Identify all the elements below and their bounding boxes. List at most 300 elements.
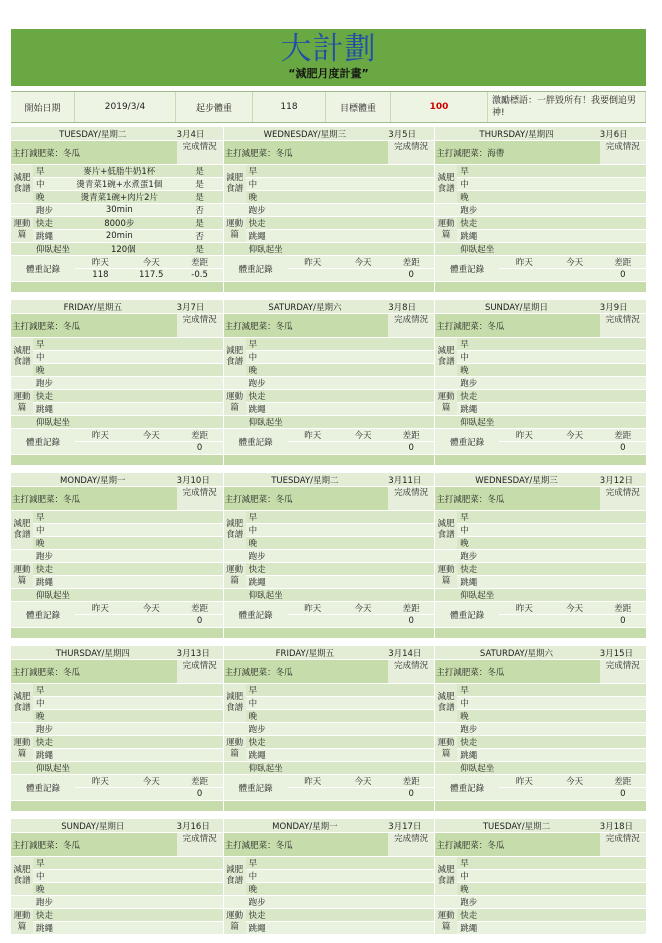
exercise-label: 跳繩 [248,924,266,934]
day-card [223,300,435,465]
meal-label: 晚 [460,712,469,722]
main-dish-row [435,487,646,511]
meal-done[interactable]: 是 [195,193,204,203]
exercise-label: 快走 [36,911,54,921]
exercise-value[interactable]: 120個 [110,245,136,255]
status-header: 完成情況 [177,487,223,510]
main-dish-row [11,833,223,857]
exercise-row-run [11,550,223,563]
exercise-done[interactable]: 否 [195,232,204,242]
yesterday-value[interactable] [499,787,549,800]
today-value[interactable] [338,268,388,281]
meal-label: 晚 [36,539,45,549]
start-date-value[interactable]: 2019/3/4 [75,92,176,122]
diet-group [11,857,223,896]
day-date: 3月18日 [599,821,634,832]
main-dish-value[interactable]: 海帶 [487,148,505,159]
today-value[interactable] [549,441,599,454]
day-separator [11,628,223,638]
meal-label: 早 [460,859,469,869]
day-date: 3月4日 [176,129,205,140]
main-dish-label: 主打減肥菜： [224,494,276,505]
day-name: THURSDAY/星期四 [479,129,554,140]
today-value[interactable] [126,441,177,454]
diet-group [435,684,646,723]
yesterday-value[interactable] [75,441,126,454]
status-header: 完成情況 [177,660,223,683]
goal-weight-value[interactable]: 100 [391,92,488,122]
day-header [224,300,435,314]
meal-row-breakfast [33,511,223,524]
meal-row-lunch [33,178,223,191]
diff-value: 0 [388,787,434,800]
exercise-label: 跑步 [248,206,266,216]
main-dish-row [11,487,223,511]
today-value[interactable]: 117.5 [126,268,177,281]
exercise-row-situp [435,416,646,429]
exercise-row-rope [246,922,435,935]
status-header: 完成情況 [388,833,434,856]
diff-value: 0 [177,787,223,800]
exercise-row-situp [11,416,223,429]
diet-label: 減肥食譜 [435,684,457,723]
day-card [223,127,435,292]
day-header [11,819,223,833]
exercise-row-rope [33,230,223,243]
exercise-group [224,217,435,243]
weeks-grid [11,127,646,935]
meal-row-lunch [457,870,646,883]
diff-value: 0 [177,614,223,627]
today-value[interactable] [549,268,599,281]
meal-label: 早 [460,686,469,696]
exercise-label: 仰臥起坐 [248,245,283,255]
exercise-label: 快走 [248,219,266,229]
day-separator [224,282,435,292]
exercise-group-label: 運動篇 [224,563,246,589]
weight-label: 體重記錄 [25,783,60,794]
diet-group [224,857,435,896]
main-dish-value[interactable]: 冬瓜 [275,667,293,678]
exercise-label: 跑步 [460,206,478,216]
diet-group [224,165,435,204]
exercise-row-walk [457,563,646,576]
yesterday-label: 昨天 [304,777,322,787]
diet-group [435,511,646,550]
weight-record [224,775,435,801]
main-dish-label: 主打減肥菜： [436,840,488,851]
day-name: SUNDAY/星期日 [61,821,125,832]
today-label: 今天 [566,604,584,614]
diff-value: 0 [600,614,646,627]
diet-group [11,511,223,550]
meal-row-breakfast [246,857,435,870]
meal-done[interactable]: 是 [195,167,204,177]
exercise-label: 仰臥起坐 [36,764,71,774]
diff-label: 差距 [402,431,420,441]
meal-row-dinner [33,883,223,896]
meal-label: 早 [248,686,258,696]
diet-group [435,338,646,377]
exercise-label: 跑步 [36,379,54,389]
exercise-label: 快走 [36,738,54,748]
status-header: 完成情況 [600,487,646,510]
meal-label: 晚 [460,885,469,895]
exercise-group [435,736,646,762]
meal-label: 早 [36,513,45,523]
exercise-label: 跳繩 [248,405,266,415]
diff-label: 差距 [191,258,209,268]
diet-label: 減肥食譜 [224,684,246,723]
page-title: 大計劃 [280,31,377,67]
meal-value[interactable]: 麥片+低脂牛奶1杯 [83,167,156,177]
exercise-row-situp [224,762,435,775]
diet-group [224,684,435,723]
weight-label: 體重記錄 [450,783,485,794]
week-row [11,819,646,935]
exercise-label: 快走 [248,738,266,748]
status-header: 完成情況 [177,314,223,337]
exercise-row-run [11,896,223,909]
today-value[interactable] [126,787,177,800]
day-separator [435,282,646,292]
diet-group [11,165,223,204]
meal-row-lunch [457,697,646,710]
status-header: 完成情況 [388,660,434,683]
exercise-row-walk [33,909,223,922]
meal-value[interactable]: 燙青菜1碗+水煮蛋1個 [76,180,163,190]
main-dish-value[interactable]: 冬瓜 [275,148,293,159]
yesterday-label: 昨天 [91,258,109,268]
day-header [435,300,646,314]
meal-label: 中 [36,699,45,709]
exercise-row-run [11,723,223,736]
meal-done[interactable]: 是 [195,180,204,190]
meal-row-dinner [246,191,435,204]
diff-value: 0 [388,268,434,281]
yesterday-value[interactable] [75,614,126,627]
day-name: SUNDAY/星期日 [484,302,549,313]
exercise-group-label: 運動篇 [11,736,33,762]
meal-label: 中 [36,180,45,190]
main-dish-value[interactable]: 冬瓜 [63,840,81,851]
exercise-label: 跑步 [36,552,54,562]
diet-label: 減肥食譜 [11,684,33,723]
diet-label: 減肥食譜 [224,857,246,896]
meal-row-lunch [246,524,435,537]
meal-row-breakfast [457,165,646,178]
main-dish-row [435,833,646,857]
main-dish-value[interactable]: 冬瓜 [487,840,505,851]
exercise-group-label: 運動篇 [224,736,246,762]
exercise-row-situp [224,589,435,602]
day-name: FRIDAY/星期五 [275,648,335,659]
exercise-row-run [224,204,435,217]
meal-label: 晚 [248,193,258,203]
main-dish-label: 主打減肥菜： [12,148,64,159]
today-label: 今天 [566,431,584,441]
exercise-group-label: 運動篇 [435,217,457,243]
status-header: 完成情況 [388,487,434,510]
meal-row-lunch [33,697,223,710]
meal-label: 中 [36,526,45,536]
meal-value[interactable]: 燙青菜1碗+肉片2片 [80,193,159,203]
weight-label: 體重記錄 [25,610,60,621]
exercise-value[interactable]: 8000步 [104,219,135,229]
meal-label: 中 [36,872,45,882]
exercise-group [435,909,646,935]
yesterday-value[interactable] [288,441,338,454]
today-value[interactable] [338,787,388,800]
exercise-group [435,217,646,243]
meal-row-lunch [246,178,435,191]
exercise-label: 跑步 [36,898,54,908]
meal-row-dinner [457,191,646,204]
main-dish-value[interactable]: 冬瓜 [487,494,505,505]
exercise-label: 跑步 [460,552,478,562]
meal-row-breakfast [457,684,646,697]
day-separator [11,801,223,811]
exercise-row-situp [224,243,435,256]
diff-label: 差距 [191,431,209,441]
day-date: 3月15日 [599,648,634,659]
diff-value: -0.5 [177,268,223,281]
day-card [434,473,646,638]
exercise-group-label: 運動篇 [11,217,33,243]
exercise-label: 快走 [36,392,54,402]
exercise-label: 仰臥起坐 [460,764,495,774]
main-dish-value[interactable]: 冬瓜 [63,667,81,678]
exercise-label: 快走 [36,219,54,229]
meal-row-breakfast [457,511,646,524]
exercise-group [224,736,435,762]
meal-row-lunch [457,178,646,191]
exercise-row-situp [435,243,646,256]
status-header: 完成情況 [177,141,223,164]
exercise-row-rope [457,403,646,416]
main-dish-row [11,660,223,684]
yesterday-label: 昨天 [304,604,322,614]
exercise-row-run [224,377,435,390]
meal-row-breakfast [246,511,435,524]
day-name: WEDNESDAY/星期三 [475,475,558,486]
meal-label: 中 [460,353,469,363]
meal-row-dinner [246,883,435,896]
day-date: 3月7日 [176,302,205,313]
diet-label: 減肥食譜 [435,338,457,377]
exercise-label: 跑步 [460,379,478,389]
exercise-row-rope [246,749,435,762]
meal-row-breakfast [33,165,223,178]
main-dish-row [224,141,435,165]
exercise-group [435,563,646,589]
yesterday-value[interactable] [75,787,126,800]
meal-label: 中 [36,353,45,363]
initial-weight-label: 起步體重 [176,92,253,122]
exercise-label: 跳繩 [36,578,54,588]
status-header: 完成情況 [600,660,646,683]
day-header [435,819,646,833]
exercise-label: 跳繩 [248,232,266,242]
exercise-label: 仰臥起坐 [460,245,495,255]
exercise-row-run [224,550,435,563]
yesterday-value[interactable] [499,614,549,627]
diet-group [435,857,646,896]
meal-label: 晚 [460,366,469,376]
day-date: 3月11日 [388,475,422,486]
day-name: SATURDAY/星期六 [268,302,342,313]
day-card [11,127,223,292]
exercise-label: 仰臥起坐 [36,245,71,255]
diff-label: 差距 [191,604,209,614]
meal-label: 早 [248,859,258,869]
yesterday-value[interactable] [499,441,549,454]
yesterday-label: 昨天 [91,431,109,441]
exercise-row-situp [11,589,223,602]
meal-label: 早 [248,340,258,350]
day-card [11,646,223,811]
meal-label: 早 [36,686,45,696]
meal-label: 中 [248,872,258,882]
meal-row-dinner [33,710,223,723]
motto-text[interactable]: 激勵標語：一胖毀所有！我要倒追男神! [488,92,646,122]
main-dish-value[interactable]: 冬瓜 [487,321,505,332]
meal-row-breakfast [33,684,223,697]
today-label: 今天 [354,431,372,441]
meal-row-dinner [33,364,223,377]
meal-row-breakfast [457,338,646,351]
exercise-label: 跳繩 [36,405,54,415]
today-label: 今天 [142,604,160,614]
meal-label: 早 [248,513,258,523]
weight-record [224,429,435,455]
main-dish-row [224,833,435,857]
weight-record [435,429,646,455]
page-subtitle: “減肥月度計畫” [288,67,369,80]
exercise-row-run [224,896,435,909]
exercise-label: 跳繩 [460,751,478,761]
main-dish-value[interactable]: 冬瓜 [275,494,293,505]
meal-row-dinner [457,710,646,723]
day-separator [435,455,646,465]
exercise-label: 跳繩 [248,751,266,761]
weight-label: 體重記錄 [450,610,485,621]
day-header [435,646,646,660]
status-header: 完成情況 [600,141,646,164]
day-date: 3月8日 [388,302,417,313]
meal-label: 晚 [460,539,469,549]
weight-label: 體重記錄 [25,264,60,275]
today-value[interactable] [549,787,599,800]
weight-record [224,602,435,628]
weight-label: 體重記錄 [25,437,60,448]
exercise-row-walk [246,563,435,576]
today-label: 今天 [566,258,584,268]
main-dish-value[interactable]: 冬瓜 [275,321,293,332]
exercise-group [11,736,223,762]
exercise-value[interactable]: 30min [105,205,133,215]
main-dish-value[interactable]: 冬瓜 [275,840,293,851]
meal-label: 早 [36,340,45,350]
yesterday-value[interactable] [288,614,338,627]
meal-label: 早 [460,340,469,350]
yesterday-value[interactable] [288,268,338,281]
meal-row-dinner [246,710,435,723]
today-value[interactable] [126,614,177,627]
main-dish-value[interactable]: 冬瓜 [63,494,81,505]
exercise-row-run [435,896,646,909]
day-date: 3月10日 [176,475,210,486]
exercise-done[interactable]: 是 [195,245,204,255]
meal-label: 早 [460,513,469,523]
day-name: WEDNESDAY/星期三 [263,129,347,140]
day-date: 3月12日 [599,475,634,486]
exercise-row-walk [457,909,646,922]
exercise-row-walk [33,563,223,576]
today-value[interactable] [338,441,388,454]
diet-group [11,684,223,723]
diff-label: 差距 [614,431,632,441]
meal-row-dinner [33,537,223,550]
exercise-group [11,217,223,243]
exercise-label: 跑步 [36,206,54,216]
main-dish-label: 主打減肥菜： [12,667,64,678]
exercise-row-rope [457,230,646,243]
main-dish-value[interactable]: 冬瓜 [63,321,81,332]
day-header [435,473,646,487]
exercise-row-walk [246,736,435,749]
main-dish-label: 主打減肥菜： [224,321,276,332]
yesterday-value[interactable]: 118 [75,268,126,281]
exercise-group-label: 運動篇 [435,390,457,416]
day-name: TUESDAY/星期二 [59,129,127,140]
exercise-label: 跳繩 [36,751,54,761]
weight-label: 體重記錄 [450,437,485,448]
diff-value: 0 [600,787,646,800]
exercise-done[interactable]: 否 [195,206,204,216]
today-value[interactable] [338,614,388,627]
main-dish-value[interactable]: 冬瓜 [487,667,505,678]
day-date: 3月16日 [176,821,210,832]
yesterday-value[interactable] [499,268,549,281]
initial-weight-value[interactable]: 118 [253,92,326,122]
exercise-label: 跑步 [248,898,266,908]
diet-label: 減肥食譜 [11,338,33,377]
exercise-row-situp [11,762,223,775]
today-value[interactable] [549,614,599,627]
diff-label: 差距 [402,258,420,268]
exercise-group-label: 運動篇 [435,563,457,589]
main-dish-label: 主打減肥菜： [12,840,64,851]
yesterday-value[interactable] [288,787,338,800]
exercise-value[interactable]: 20min [105,231,133,241]
today-label: 今天 [354,604,372,614]
meal-row-lunch [33,351,223,364]
start-date-label: 開始日期 [11,92,75,122]
diff-value: 0 [177,441,223,454]
day-name: THURSDAY/星期四 [55,648,130,659]
exercise-row-walk [33,736,223,749]
day-separator [224,455,435,465]
exercise-done[interactable]: 是 [195,219,204,229]
day-card [11,473,223,638]
main-dish-value[interactable]: 冬瓜 [63,148,81,159]
day-separator [224,628,435,638]
day-header [224,473,435,487]
exercise-row-walk [457,736,646,749]
day-card [223,646,435,811]
exercise-label: 仰臥起坐 [460,418,495,428]
